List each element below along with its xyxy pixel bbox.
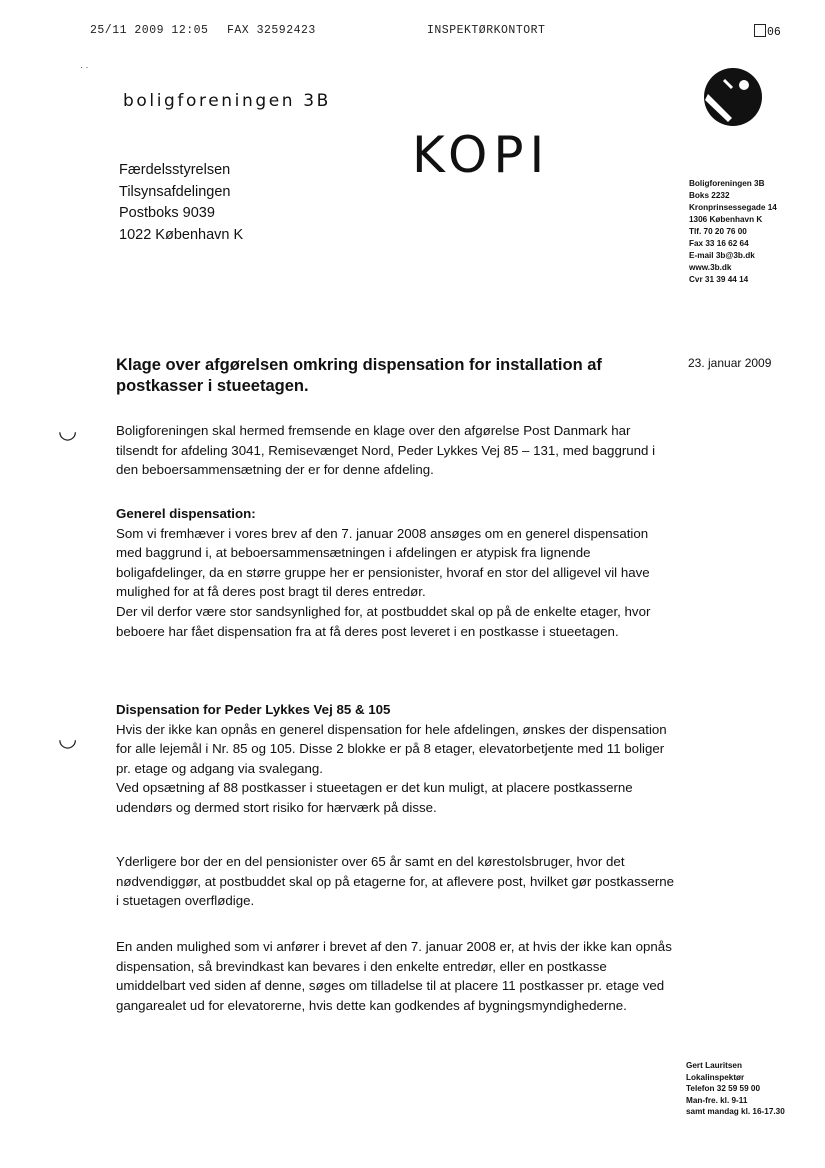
contact-line: Man-fre. kl. 9-11 bbox=[686, 1095, 748, 1105]
fax-page: 06 bbox=[754, 22, 781, 40]
margin-check-mark: ◡ bbox=[58, 418, 78, 443]
section-heading: Generel dispensation: bbox=[116, 506, 256, 521]
fax-number: FAX 32592423 bbox=[227, 24, 316, 37]
copy-stamp: KOPI bbox=[412, 126, 551, 184]
sender-line: Tlf. 70 20 76 00 bbox=[689, 227, 747, 236]
section-paragraph: Der vil derfor være stor sandsynlighed for, at postbuddet skal op på de enkelte etager, hvor beboere har fået dispensation fra at få deres post leveret i en postkasse i stueetagen. bbox=[116, 603, 651, 639]
letter-date: 23. januar 2009 bbox=[688, 356, 772, 370]
company-logo bbox=[702, 66, 764, 133]
section-heading: Dispensation for Peder Lykkes Vej 85 & 105 bbox=[116, 702, 391, 717]
letter-subject: Klage over afgørelsen omkring dispensation for installation af postkasser i stueetagen. bbox=[116, 356, 602, 395]
peder-section bbox=[116, 700, 676, 818]
fax-datetime: 25/11 2009 12:05 bbox=[90, 24, 209, 37]
section-paragraph: Som vi fremhæver i vores brev af den 7. januar 2008 ansøges om en generel dispensation med baggrund i, at beboersammensætningen i afdelingen er atypisk fra lignende boligafdelinger, da en større gruppe her er pensionister, hvoraf en stor del alligevel vil have mulighed for at få deres post bragt til deres entredør. bbox=[116, 525, 650, 600]
recipient-line: 1022 København K bbox=[119, 226, 244, 243]
sender-line: Kronprinsessegade 14 bbox=[689, 203, 777, 212]
fax-office: INSPEKTØRKONTORT bbox=[427, 24, 546, 37]
scan-speck: · · bbox=[80, 62, 89, 72]
recipient-address bbox=[119, 160, 243, 246]
sender-line: Fax 33 16 62 64 bbox=[689, 239, 749, 248]
contact-line: samt mandag kl. 16-17.30 bbox=[686, 1107, 785, 1116]
sender-line: Boligforeningen 3B bbox=[689, 179, 765, 188]
sender-line: Cvr 31 39 44 14 bbox=[689, 275, 749, 284]
recipient-line: Postboks 9039 bbox=[119, 205, 215, 221]
brand-name: boligforeningen 3B bbox=[123, 91, 331, 111]
contact-line: Lokalinspektør bbox=[686, 1072, 745, 1082]
section-paragraph: Hvis der ikke kan opnås en generel dispensation for hele afdelingen, ønskes der dispensation for alle lejemål i Nr. 85 og 105. Disse 2 blokke er på 8 etager, elevatorbetjente med 11 boliger pr. etage og adgang via svalegang. bbox=[116, 721, 667, 776]
margin-check-mark: ◡ bbox=[58, 726, 78, 751]
sender-line: Boks 2232 bbox=[689, 191, 730, 200]
section-paragraph: Ved opsætning af 88 postkasser i stueetagen er det kun muligt, at placere postkasserne udendørs og dermed stort risiko for hærværk på disse. bbox=[116, 780, 633, 815]
general-section bbox=[116, 504, 676, 641]
recipient-line: Tilsynsafdelingen bbox=[119, 183, 231, 200]
sender-line: E-mail 3b@3b.dk bbox=[689, 251, 755, 260]
another-paragraph: En anden mulighed som vi anfører i brevet af den 7. januar 2008 er, at hvis der ikke kan opnås dispensation, så brevindkast kan bevares i den enkelte entredør, eller en postkasse umiddelbart ved siden af denne, søges om tilladelse til at placere 11 postkasser pr. etage ved gangarealet ud for elevatorerne, hvis dette kan godkendes af bygningsmyndighederne. bbox=[116, 939, 672, 1013]
fax-page-icon bbox=[754, 24, 766, 37]
contact-line: Telefon 32 59 59 00 bbox=[686, 1084, 761, 1093]
sender-line: www.3b.dk bbox=[689, 263, 732, 272]
further-paragraph: Yderligere bor der en del pensionister over 65 år samt en del kørestolsbruger, hvor det nødvendiggør, at postbuddet skal op på etagerne for, at aflevere post, hvilket gør postkasserne i stuetagen overflødige. bbox=[116, 854, 675, 909]
recipient-line: Færdelsstyrelsen bbox=[119, 162, 231, 178]
intro-paragraph: Boligforeningen skal hermed fremsende en klage over den afgørelse Post Danmark har tilsendt for afdeling 3041, Remisevænget Nord, Peder Lykkes Vej 85 – 131, med baggrund i den beboersammensætning der er for denne afdeling. bbox=[116, 423, 656, 478]
contact-block bbox=[686, 1060, 785, 1118]
sender-line: 1306 København K bbox=[689, 215, 763, 224]
sender-block bbox=[689, 178, 777, 286]
contact-line: Gert Lauritsen bbox=[686, 1061, 742, 1070]
